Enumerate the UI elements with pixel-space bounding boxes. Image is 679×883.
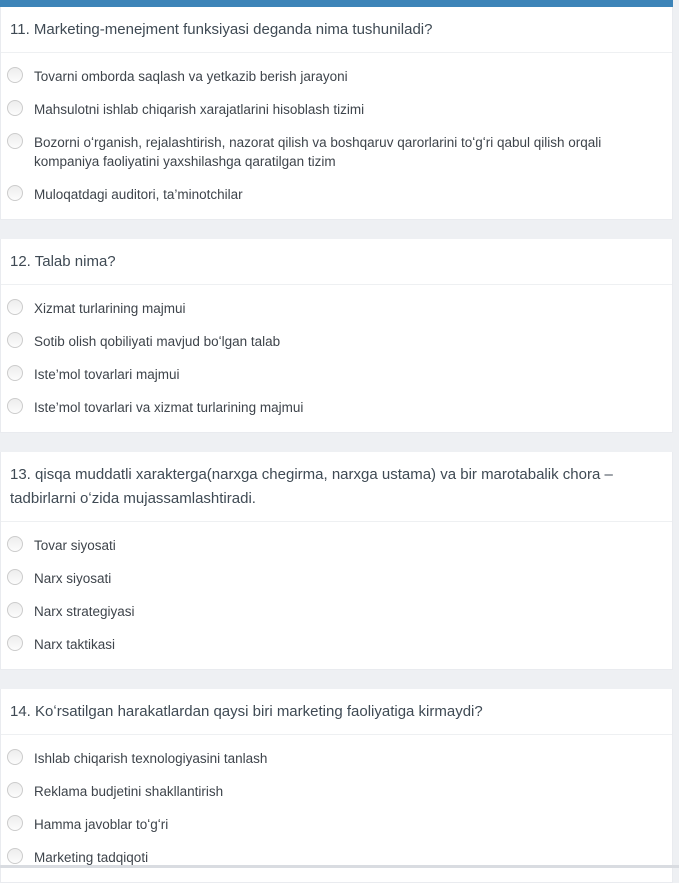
answer-option-label: Tovar siyosati — [34, 538, 116, 553]
answer-option-label: Narx taktikasi — [34, 637, 116, 652]
answer-option-label: Mahsulotni ishlab chiqarish xarajatlarini hisoblash tizimi — [34, 102, 365, 117]
radio-button[interactable] — [7, 782, 23, 798]
answer-option[interactable] — [1, 742, 672, 775]
answer-option[interactable] — [1, 126, 672, 178]
answer-option-label: Sotib olish qobiliyati mavjud boʻlgan talab — [34, 334, 281, 349]
answer-option-label: Bozorni oʻrganish, rejalashtirish, nazorat qilish va boshqaruv qarorlarini toʻgʻri qabul qilish orqali kompaniya faoliyatini yaxshilashga qaratilgan tizim — [34, 135, 602, 169]
radio-button[interactable] — [7, 602, 23, 618]
question-card-14 — [0, 689, 673, 883]
radio-button[interactable] — [7, 635, 23, 651]
answer-option-label: Ishlab chiqarish texnologiyasini tanlash — [34, 751, 268, 766]
answer-option-label: Narx siyosati — [34, 571, 112, 586]
radio-button[interactable] — [7, 332, 23, 348]
options-list — [1, 285, 672, 432]
radio-button[interactable] — [7, 299, 23, 315]
answer-option[interactable] — [1, 60, 672, 93]
answer-option[interactable] — [1, 325, 672, 358]
question-card-11 — [0, 7, 673, 220]
answer-option[interactable] — [1, 595, 672, 628]
answer-option[interactable] — [1, 178, 672, 211]
answer-option[interactable] — [1, 562, 672, 595]
options-list — [1, 522, 672, 669]
answer-option-label: Narx strategiyasi — [34, 604, 135, 619]
radio-button[interactable] — [7, 815, 23, 831]
radio-button[interactable] — [7, 536, 23, 552]
options-list — [1, 53, 672, 219]
radio-button[interactable] — [7, 185, 23, 201]
question-card-12 — [0, 239, 673, 433]
question-title: 11. Marketing-menejment funksiyasi deganda nima tushuniladi? — [1, 7, 672, 53]
answer-option-label: Reklama budjetini shakllantirish — [34, 784, 224, 799]
answer-option-label: Xizmat turlarining majmui — [34, 301, 186, 316]
answer-option[interactable] — [1, 93, 672, 126]
answer-option[interactable] — [1, 775, 672, 808]
answer-option[interactable] — [1, 391, 672, 424]
question-card-13 — [0, 452, 673, 670]
radio-button[interactable] — [7, 133, 23, 149]
header-accent-bar — [0, 0, 673, 7]
answer-option-label: Muloqatdagi auditori, ta’minotchilar — [34, 187, 243, 202]
answer-option-label: Hamma javoblar toʻgʻri — [34, 817, 169, 832]
question-title: 14. Koʻrsatilgan harakatlardan qaysi biri marketing faoliyatiga kirmaydi? — [1, 689, 672, 735]
radio-button[interactable] — [7, 365, 23, 381]
radio-button[interactable] — [7, 749, 23, 765]
radio-button[interactable] — [7, 67, 23, 83]
answer-option[interactable] — [1, 292, 672, 325]
radio-button[interactable] — [7, 398, 23, 414]
answer-option[interactable] — [1, 808, 672, 841]
radio-button[interactable] — [7, 569, 23, 585]
answer-option-label: Iste’mol tovarlari majmui — [34, 367, 180, 382]
radio-button[interactable] — [7, 848, 23, 864]
answer-option[interactable] — [1, 529, 672, 562]
answer-option[interactable] — [1, 628, 672, 661]
options-list — [1, 735, 672, 882]
answer-option-label: Marketing tadqiqoti — [34, 850, 149, 865]
answer-option-label: Iste’mol tovarlari va xizmat turlarining majmui — [34, 400, 304, 415]
question-title: 12. Talab nima? — [1, 239, 672, 285]
radio-button[interactable] — [7, 100, 23, 116]
answer-option-label: Tovarni omborda saqlash va yetkazib berish jarayoni — [34, 69, 348, 84]
answer-option[interactable] — [1, 358, 672, 391]
answer-option[interactable] — [1, 841, 672, 874]
question-title: 13. qisqa muddatli xarakterga(narxga chegirma, narxga ustama) va bir marotabalik chora – tadbirlarni oʻzida mujassamlashtiradi. — [1, 452, 672, 522]
